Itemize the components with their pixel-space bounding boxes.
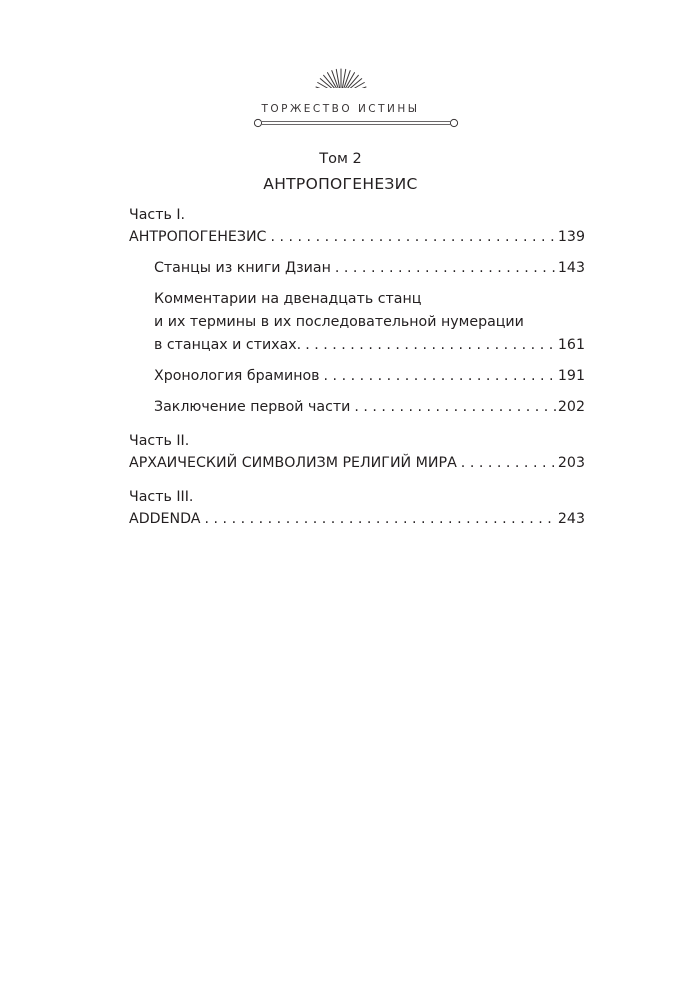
toc-entry-title: Станцы из книги Дзиан bbox=[154, 260, 331, 276]
toc-entry-part-3[interactable] bbox=[129, 508, 585, 531]
dot-leader bbox=[205, 508, 556, 531]
volume-number: Том 2 bbox=[319, 151, 362, 167]
table-of-contents bbox=[129, 205, 585, 531]
toc-entry-page: 143 bbox=[557, 260, 585, 276]
toc-entry-brahmin-chronology[interactable] bbox=[129, 365, 585, 388]
toc-entry-stanzas[interactable] bbox=[129, 257, 585, 280]
toc-entry-title-line: в станцах и стихах. bbox=[154, 337, 302, 353]
dot-leader bbox=[335, 257, 556, 280]
page-header bbox=[0, 66, 681, 115]
series-title: ТОРЖЕСТВО ИСТИНЫ bbox=[261, 103, 420, 115]
toc-entry-page: 161 bbox=[557, 337, 585, 353]
sunrise-icon bbox=[315, 66, 367, 98]
toc-entry-title: АРХАИЧЕСКИЙ СИМВОЛИЗМ РЕЛИГИЙ МИРА bbox=[129, 455, 457, 471]
dot-leader bbox=[305, 334, 556, 357]
toc-entry-part-1-conclusion[interactable] bbox=[129, 396, 585, 419]
toc-entry-part-1[interactable] bbox=[129, 226, 585, 249]
toc-entry-title: ADDENDA bbox=[129, 511, 201, 527]
part-2-label: Часть II. bbox=[129, 433, 190, 449]
toc-entry-page: 243 bbox=[557, 511, 585, 527]
dot-leader bbox=[461, 452, 556, 475]
toc-entry-page: 202 bbox=[557, 399, 585, 415]
part-3-label: Часть III. bbox=[129, 489, 194, 505]
toc-entry-title: Заключение первой части bbox=[154, 399, 351, 415]
part-1-label: Часть I. bbox=[129, 207, 186, 223]
dot-leader bbox=[324, 365, 556, 388]
volume-title: АНТРОПОГЕНЕЗИС bbox=[263, 175, 418, 193]
toc-entry-commentaries[interactable] bbox=[129, 288, 585, 357]
toc-entry-part-2[interactable] bbox=[129, 452, 585, 475]
toc-entry-title: Хронология браминов bbox=[154, 368, 320, 384]
dot-leader bbox=[270, 226, 555, 249]
toc-entry-page: 191 bbox=[557, 368, 585, 384]
toc-entry-page: 203 bbox=[557, 455, 585, 471]
toc-entry-title: АНТРОПОГЕНЕЗИС bbox=[129, 229, 267, 245]
toc-entry-title-line: и их термины в их последовательной нумерации bbox=[154, 314, 524, 330]
dot-leader bbox=[354, 396, 556, 419]
ornamental-rule-icon bbox=[253, 117, 459, 129]
toc-entry-title-line: Комментарии на двенадцать станц bbox=[154, 291, 422, 307]
toc-entry-page: 139 bbox=[557, 229, 585, 245]
